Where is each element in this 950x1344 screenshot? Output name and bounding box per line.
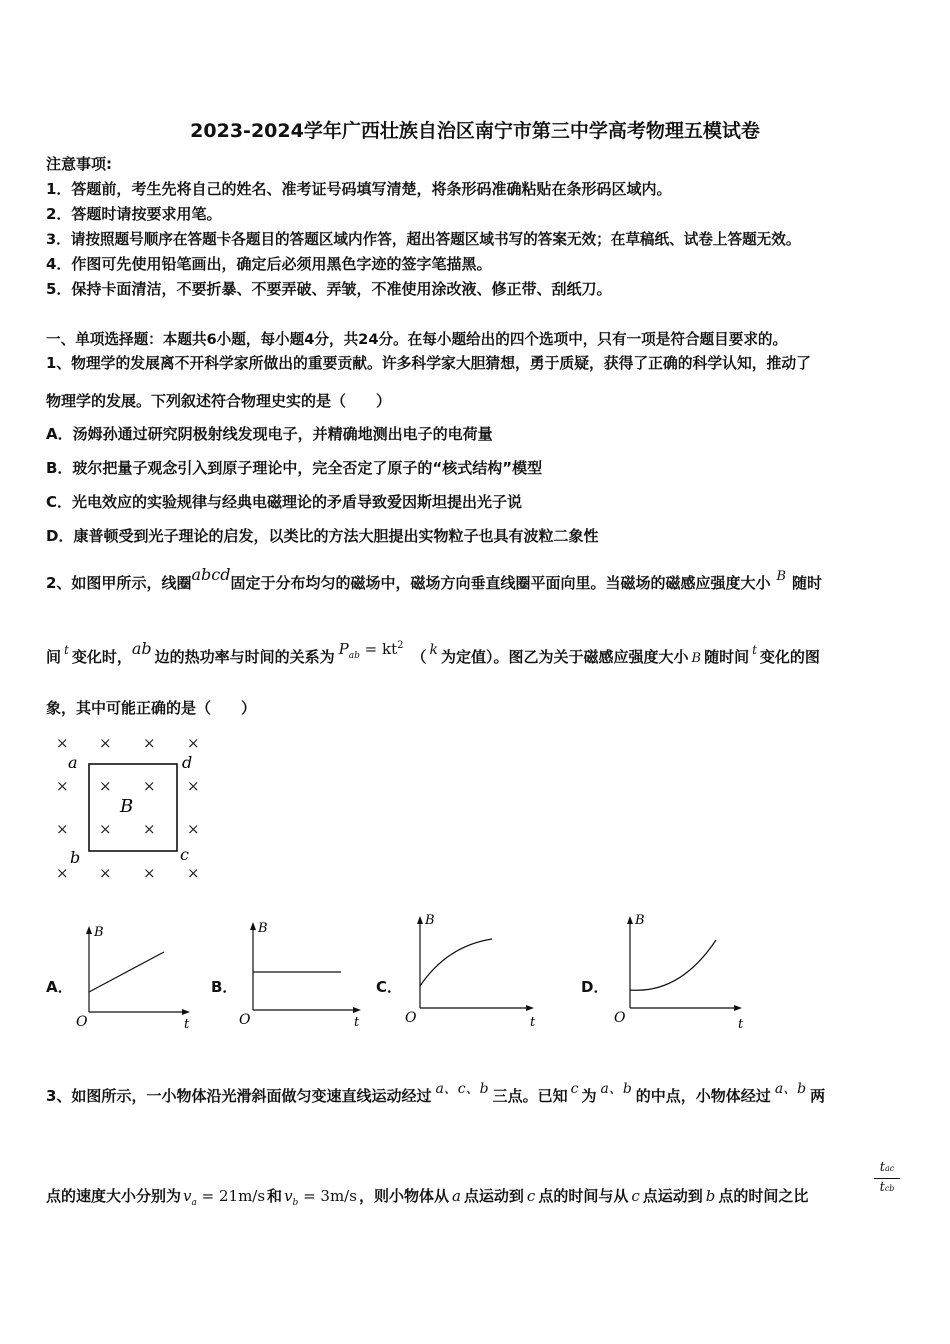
origin-label: O	[614, 1010, 626, 1026]
q2-stem-line2: 间 $^t$ 变化时，ab 边的热功率与时间的关系为 $P_{ab} = kt^2$（ k 为定值）。图乙为关于磁感应强度大小 B 随时间 $^t$ 变化的图	[46, 639, 820, 666]
cross-mark: ×	[187, 864, 200, 882]
axis-label-y: B	[258, 921, 268, 936]
time-ratio-fraction	[874, 1160, 900, 1197]
notice-item: 5．保持卡面清洁，不要折暴、不要弄破、弄皱，不准使用涂改液、修正带、刮纸刀。	[46, 280, 612, 298]
cross-mark: ×	[143, 864, 156, 882]
axis-label-x: t	[738, 1017, 744, 1032]
q3-stem-line1: 3、如图所示，一小物体沿光滑斜面做匀变速直线运动经过 a、c、b 三点。已知 c 为 a、b 的中点，小物体经过 a、b 两	[46, 1081, 826, 1105]
section-heading: 一、单项选择题：本题共6小题，每小题4分，共24分。在每小题给出的四个选项中，只有一项是符合题目要求的。	[46, 331, 788, 348]
graph-option-d-label: D．	[581, 978, 609, 996]
graph-a-curve	[89, 952, 164, 992]
graph-option-b	[235, 914, 370, 1034]
cross-mark: ×	[143, 820, 156, 838]
graph-option-c	[402, 908, 542, 1033]
origin-label: O	[405, 1010, 417, 1026]
q3-stem-line2: 点的速度大小分别为 $v_a = 21m/s$ 和 $v_b = 3m/s$ ，则小物体从 a 点运动到 c 点的时间与从 c 点运动到 b 点的时间之比	[46, 1187, 809, 1208]
q1-option-c: C．光电效应的实验规律与经典电磁理论的矛盾导致爱因斯坦提出光子说	[46, 493, 523, 511]
cross-mark: ×	[187, 734, 200, 752]
ratio-denominator: tcb	[879, 1180, 895, 1195]
notice-item: 3．请按照题号顺序在答题卡各题目的答题区域内作答，超出答题区域书写的答案无效；在草稿纸、试卷上答题无效。	[46, 231, 801, 248]
field-B-label: B	[120, 796, 134, 817]
cross-mark: ×	[56, 820, 69, 838]
graph-option-d	[610, 908, 750, 1033]
axis-label-y: B	[635, 913, 645, 928]
notice-heading: 注意事项:	[46, 155, 112, 173]
graph-option-b-label: B．	[211, 978, 238, 996]
q1-option-b: B．玻尔把量子观念引入到原子理论中，完全否定了原子的“核式结构”模型	[46, 459, 543, 477]
vertex-a-label: a	[68, 753, 78, 772]
coil-magnetic-field-figure	[46, 730, 216, 885]
cross-mark: ×	[56, 777, 69, 795]
axis-label-y: B	[94, 925, 104, 940]
cross-mark: ×	[143, 777, 156, 795]
q2-stem-line1: 2、如图甲所示，线圈abcd固定于分布均匀的磁场中，磁场方向垂直线圈平面向里。当磁场的磁感应强度大小 B 随时	[46, 565, 823, 592]
origin-label: O	[76, 1014, 88, 1030]
notice-item: 2．答题时请按要求用笔。	[46, 205, 222, 223]
graph-d-curve	[630, 940, 716, 990]
cross-mark: ×	[99, 820, 112, 838]
axis-label-x: t	[354, 1015, 360, 1030]
graph-option-a-label: A．	[46, 978, 73, 996]
cross-mark: ×	[56, 734, 69, 752]
vertex-b-label: b	[70, 848, 81, 867]
cross-mark: ×	[143, 734, 156, 752]
q1-stem-line2: 物理学的发展。下列叙述符合物理史实的是（ ）	[46, 392, 392, 410]
page-title: 2023-2024学年广西壮族自治区南宁市第三中学高考物理五模试卷	[190, 120, 760, 142]
q1-stem-line1: 1、物理学的发展离不开科学家所做出的重要贡献。许多科学家大胆猜想，勇于质疑，获得了正确的科学认知，推动了	[46, 355, 811, 372]
cross-mark: ×	[187, 777, 200, 795]
cross-mark: ×	[99, 777, 112, 795]
cross-mark: ×	[99, 864, 112, 882]
cross-mark: ×	[187, 820, 200, 838]
notice-item: 1．答题前，考生先将自己的姓名、准考证号码填写清楚，将条形码准确粘贴在条形码区域内。	[46, 180, 672, 198]
vertex-d-label: d	[182, 753, 193, 772]
graph-c-curve	[420, 939, 492, 986]
q1-option-d: D．康普顿受到光子理论的启发，以类比的方法大胆提出实物粒子也具有波粒二象性	[46, 527, 599, 545]
cross-mark: ×	[99, 734, 112, 752]
axis-label-x: t	[530, 1015, 536, 1030]
vertex-c-label: c	[180, 845, 189, 864]
ratio-numerator: tac	[879, 1160, 895, 1175]
graph-option-a	[72, 920, 197, 1035]
graph-option-c-label: C．	[376, 978, 403, 996]
origin-label: O	[239, 1012, 251, 1028]
axis-label-y: B	[425, 913, 435, 928]
cross-mark: ×	[56, 864, 69, 882]
q1-option-a: A．汤姆孙通过研究阴极射线发现电子，并精确地测出电子的电荷量	[46, 425, 493, 443]
axis-label-x: t	[184, 1017, 190, 1032]
notice-item: 4．作图可先使用铅笔画出，确定后必须用黑色字迹的签字笔描黑。	[46, 255, 492, 273]
q2-stem-line3: 象，其中可能正确的是（ ）	[46, 699, 257, 717]
